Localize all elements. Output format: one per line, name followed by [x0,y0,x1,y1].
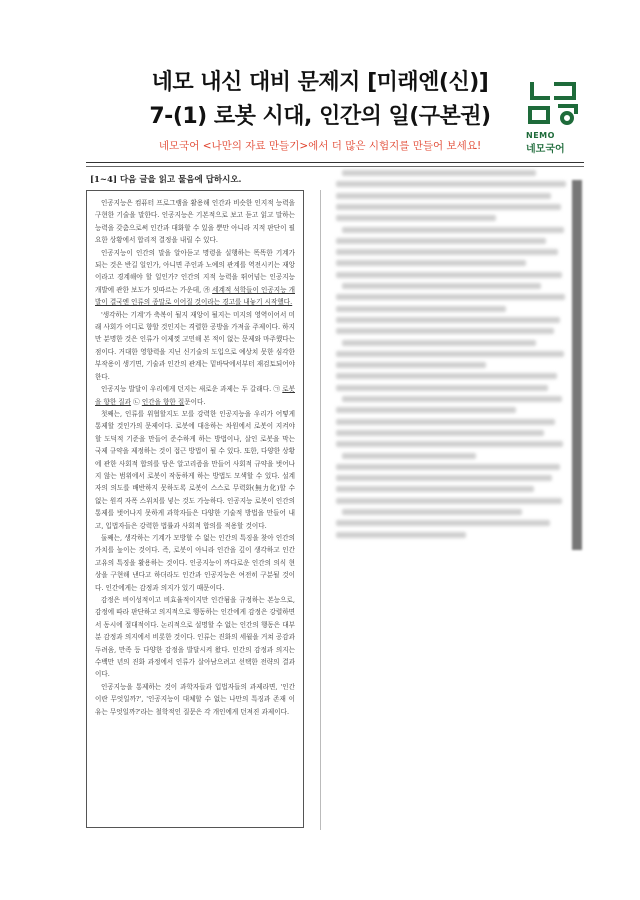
blurred-text-line [336,486,534,492]
blurred-questions [336,170,572,550]
blurred-text-line [336,419,555,425]
blurred-answer-strip [572,180,582,550]
underlined-text-a: 세계적 석학들이 인공지능 개발이 결국엔 인류의 종말로 이어질 것이라는 경고를 내놓기 시작했다. [95,285,295,307]
passage-paragraph: 감정은 비이성적이고 비효율적이지만 인간됨을 규정하는 본능으로, 감정에 따라 판단하고 의지적으로 행동하는 인간에게 감정은 강렬하면서 동시에 절대적이다. 논리적으로 설명할 수 없는 인간의 행동은 대부분 감정과 의지에서 비롯한 것이다. 인류는 진화의 세월을 거쳐 공감과 두려움, 만족 등 다양한 감정을 발달시켜 왔다. 인간의 감정과 의지는 수백만 년의 진화 과정에서 인류가 살아남으려고 선택한 전략의 결과이다. [95,596,295,679]
blurred-text-line [336,351,564,357]
blurred-text-line [336,441,563,447]
passage-paragraph: 둘째는, 생각하는 기계가 모방할 수 없는 인간의 특징을 찾아 인간의 가치를 높이는 것이다. 즉, 로봇이 아니라 인간을 깊이 생각하고 인간 고유의 특징을 활용하는 것이다. 인공지능이 까다로운 인간의 의식 현상을 구현해 낸다고 하더라도 인간과 인공지능은 여전히 구분될 것이다. 인간에게는 감정과 의지가 있기 때문이다. [95,533,295,592]
passage-paragraph: 첫째는, 인류를 위협할지도 모를 강력한 인공지능을 우리가 어떻게 통제할 것인가의 문제이다. 로봇에 대응하는 차원에서 로봇이 지켜야 할 도덕적 기준을 만들어 준수하게 하는 방법이나, 살인 로봇을 막는 국제 규약을 제정하는 것이 접근 방법이 될 수 있다. 또한, 다양한 상황에 관한 사회적 합의를 담은 알고리즘을 만들어 사회적 규약을 벗어나지 않는 범위에서 로봇이 작동하게 하는 방법도 모색할 수 있다. 설계자의 의도를 배반하지 못하도록 로봇이 스스로 무력화(無力化)할 수 없는 원격 자폭 스위치를 넣는 것도 가능하다. 인공지능 로봇이 인간의 통제를 벗어나지 못하게 과학자들은 다양한 기술적 방법을 만들어 내고, 입법자들은 강력한 법률과 사회적 합의를 적용할 것이다. [95,409,295,530]
blurred-text-line [342,283,541,289]
blurred-text-line [336,204,561,210]
blurred-text-line [336,249,558,255]
nemo-logo-icon [526,80,582,126]
blurred-text-line [336,498,562,504]
blurred-text-line [342,396,562,402]
title-block [120,68,520,132]
passage-text: 인공지능이 인간의 말을 알아듣고 명령을 실행하는 똑똑한 기계가 되는 것은 반길 일인가, 아니면 주인과 노예의 관계를 역전시키는 재앙이라고 경계해야 할 일인가? 인간의 지적 능력을 뛰어넘는 인공지능 개발에 관한 보도가 잇따르는 가운데, ㉮ [95,248,295,294]
blurred-text-line [336,373,557,379]
blurred-text-line [336,385,548,391]
promo-subtitle: 네모국어 <나만의 자료 만들기>에서 더 많은 시험지를 만들어 보세요! [158,140,482,152]
blurred-text-line [336,430,544,436]
column-divider [320,190,321,830]
passage-text: ㉡ [131,397,142,406]
blurred-text-line [336,193,551,199]
blurred-text-line [336,238,546,244]
blurred-text-line [342,340,536,346]
passage-text: 문이다. [184,397,206,406]
blurred-text-line [342,509,522,515]
blurred-text-line [336,317,560,323]
blurred-text-line [336,362,486,368]
blurred-text-line [336,328,554,334]
header-divider-thin [86,166,584,167]
blurred-text-line [336,407,516,413]
page-title: 네모 내신 대비 문제지 [미래엔(신)] [151,70,489,95]
passage-text: 인공지능 발달이 우리에게 던지는 새로운 과제는 두 갈래다. ㉠ [100,385,283,394]
passage-paragraph: 인공지능을 통제하는 것이 과학자들과 입법자들의 과제라면, '인간이란 무엇일까?', '인공지능이 대체할 수 없는 나만의 특징과 존재 이유는 무엇일까?'라는 철학적인 질문은 각 개인에게 던져진 과제이다. [95,682,295,716]
underlined-text-1: 로봇을 향한 질과 [95,385,295,406]
blurred-text-line [336,520,550,526]
reading-passage [86,190,304,828]
logo-text-en: NEMO [526,131,555,140]
blurred-text-line [336,532,466,538]
blurred-text-line [342,170,536,176]
blurred-text-line [342,453,476,459]
passage-paragraph: '생각하는 기계'가 축복이 될지 재앙이 될지는 미지의 영역이어서 미래 사회가 어디로 향할 것인지는 격렬한 공방을 가져올 주제이다. 하지만 분명한 것은 인류가 이제껏 고민해 본 적이 없는 문제와 마주했다는 점이다. 거대한 영향력을 지닌 신기술의 도입으로 예상치 못한 심각한 부작용이 생기면, 기술과 인간의 관계는 밑바닥에서부터 재검토되어야 한다. [95,310,295,381]
blurred-text-line [336,181,566,187]
blurred-text-line [342,227,564,233]
logo-text-ko: 네모국어 [526,144,565,155]
passage-paragraph [95,383,295,408]
blurred-text-line [336,306,506,312]
underlined-text-2: 인간을 향한 질 [141,397,185,406]
nemo-logo [526,80,586,162]
blurred-text-line [336,475,552,481]
page-subtitle-title: 7-(1) 로봇 시대, 인간의 일(구본권) [149,104,491,129]
blurred-text-line [336,464,560,470]
question-instruction: [1~4] 다음 글을 읽고 물음에 답하시오. [90,175,242,185]
blurred-text-line [336,272,562,278]
passage-paragraph [95,247,295,309]
passage-paragraph: 인공지능은 컴퓨터 프로그램을 활용해 인간과 비슷한 인지적 능력을 구현한 기술을 말한다. 인공지능은 기본적으로 보고 듣고 읽고 말하는 능력을 갖춤으로써 인간과 대화할 수 있을 뿐만 아니라 지적 판단이 필요한 상황에서 합리적 결정을 내릴 수 있다. [95,199,295,245]
header-divider [86,162,584,163]
blurred-text-line [336,294,565,300]
blurred-text-line [336,215,496,221]
blurred-text-line [336,260,526,266]
